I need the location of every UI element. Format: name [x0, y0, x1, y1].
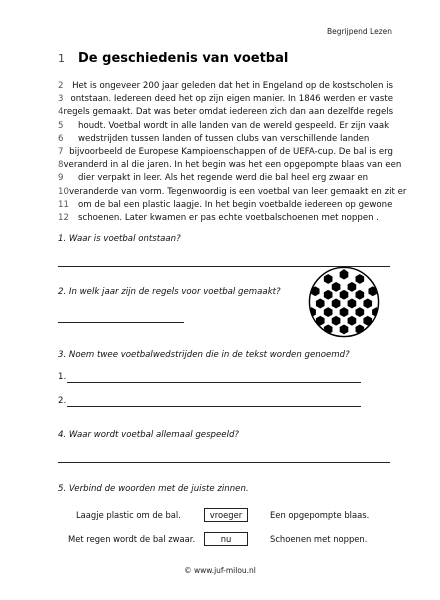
- text-line: [58, 212, 393, 225]
- text-line: [58, 106, 393, 119]
- title-line-number: 1: [58, 52, 65, 65]
- line-number: 2: [58, 81, 64, 91]
- text-line: [58, 146, 393, 159]
- football-icon: [308, 266, 380, 338]
- text-line: [58, 93, 393, 106]
- line-text: ontstaan. Iedereen deed het op zijn eigen manier. In 1846 werden er vaste: [70, 94, 393, 105]
- line-text: bijvoorbeeld de Europese Kampioenschappen of de UEFA-cup. De bal is erg: [69, 146, 393, 157]
- match-word-nu[interactable]: nu: [204, 532, 248, 546]
- line-number: 10: [58, 186, 69, 197]
- line-text: om de bal een plastic laagje. In het begin voetbalde iedereen op gewone: [78, 199, 393, 210]
- worksheet-category: Begrijpend Lezen: [326, 27, 392, 36]
- line-number: 7: [58, 146, 64, 157]
- line-text: wedstrijden tussen landen of tussen clubs van verschillende landen: [78, 133, 370, 144]
- text-line: [58, 80, 393, 93]
- line-text: regels gemaakt. Dat was beter omdat iedereen zich dan aan dezelfde regels: [63, 107, 394, 118]
- line-text: Het is ongeveer 200 jaar geleden dat het in Engeland op de kostscholen is: [72, 81, 393, 91]
- question-3: 3. Noem twee voetbalwedstrijden die in de tekst worden genoemd?: [58, 350, 350, 360]
- text-line: [58, 133, 393, 146]
- line-text: houdt. Voetbal wordt in alle landen van de wereld gespeeld. Er zijn vaak: [78, 120, 390, 131]
- question-4: 4. Waar wordt voetbal allemaal gespeeld?: [58, 430, 239, 440]
- line-number: 6: [58, 133, 64, 144]
- line-text: schoenen. Later kwamen er pas echte voetbalschoenen met noppen .: [78, 212, 380, 223]
- answer-line-3b[interactable]: [67, 406, 361, 407]
- title-row: [58, 51, 288, 66]
- line-number: 4: [58, 107, 64, 118]
- text-line: [58, 186, 407, 199]
- question-5: 5. Verbind de woorden met de juiste zinnen.: [58, 484, 249, 494]
- answer-line-3a[interactable]: [67, 382, 361, 383]
- answer-label-2: 2.: [58, 396, 67, 406]
- text-line: [58, 120, 393, 133]
- answer-line-2[interactable]: [58, 322, 184, 323]
- text-line: [58, 172, 393, 185]
- question-1: 1. Waar is voetbal ontstaan?: [58, 234, 181, 244]
- match-right-1[interactable]: Een opgepompte blaas.: [270, 510, 370, 520]
- footer-credit: © www.juf-milou.nl: [184, 566, 256, 575]
- answer-label-1: 1.: [58, 372, 67, 382]
- line-number: 3: [58, 94, 64, 105]
- question-2: 2. In welk jaar zijn de regels voor voetbal gemaakt?: [58, 287, 281, 297]
- line-number: 12: [58, 212, 69, 223]
- line-number: 11: [58, 199, 69, 210]
- text-line: [58, 159, 402, 172]
- line-number: 5: [58, 120, 64, 131]
- line-number: 8: [58, 160, 64, 171]
- line-text: dier verpakt in leer. Als het regende werd die bal heel erg zwaar en: [78, 173, 369, 184]
- match-right-2[interactable]: Schoenen met noppen.: [270, 534, 368, 544]
- page-title: De geschiedenis van voetbal: [78, 51, 289, 66]
- text-line: [58, 199, 393, 212]
- match-left-1[interactable]: Laagje plastic om de bal.: [76, 510, 181, 520]
- match-left-2[interactable]: Met regen wordt de bal zwaar.: [68, 534, 196, 544]
- line-number: 9: [58, 173, 64, 184]
- match-word-vroeger[interactable]: vroeger: [204, 508, 248, 522]
- reading-text: [58, 80, 407, 225]
- line-text: veranderde van vorm. Tegenwoordig is een voetbal van leer gemaakt en zit er: [68, 186, 407, 197]
- answer-line-4[interactable]: [58, 462, 390, 463]
- line-text: veranderd in al die jaren. In het begin was het een opgepompte blaas van een: [63, 160, 402, 171]
